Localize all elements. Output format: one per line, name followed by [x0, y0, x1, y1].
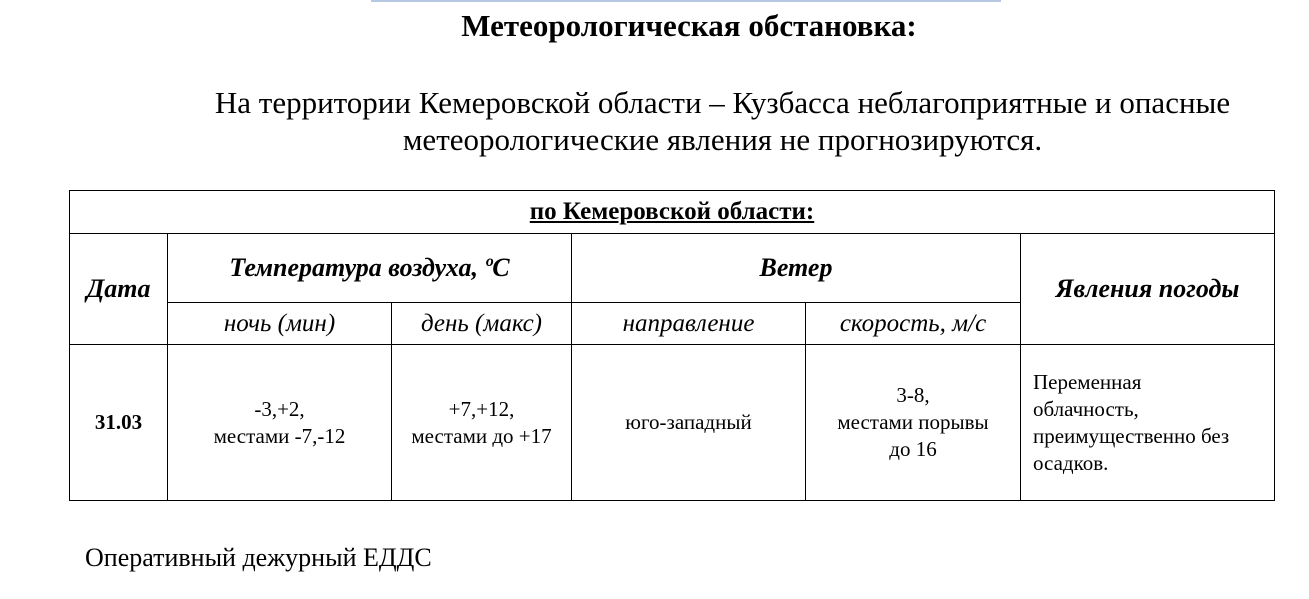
night-subheader: ночь (мин): [168, 303, 392, 345]
day-temp-line: +7,+12,: [448, 396, 515, 421]
date-cell: 31.03: [70, 345, 168, 501]
phenomena-line: Переменная: [1033, 369, 1142, 394]
top-divider: [371, 0, 1001, 2]
night-temp-cell: [168, 345, 392, 501]
wind-speed-cell: [806, 345, 1021, 501]
forecast-line: На территории Кемеровской области – Кузбасса неблагоприятные и опасные: [214, 85, 1231, 120]
phenomena-line: облачность,: [1033, 396, 1139, 421]
region-header: по Кемеровской области:: [70, 191, 1275, 234]
phenomena-line: осадков.: [1033, 450, 1109, 475]
speed-subheader: скорость, м/с: [806, 303, 1021, 345]
page-title: Метеорологическая обстановка:: [461, 8, 917, 43]
phenomena-line: преимущественно без: [1033, 423, 1230, 448]
day-temp-line: местами до +17: [411, 423, 552, 448]
night-temp-line: местами -7,-12: [213, 423, 346, 448]
date-header: Дата: [70, 234, 168, 345]
forecast-line: метеорологические явления не прогнозируются.: [402, 122, 1043, 157]
day-subheader: день (макс): [392, 303, 572, 345]
wind-direction-cell: юго-западный: [572, 345, 806, 501]
footer-signature: Оперативный дежурный ЕДДС: [85, 543, 432, 572]
phenomena-header: Явления погоды: [1021, 234, 1275, 345]
night-temp-line: -3,+2,: [254, 396, 305, 421]
wind-speed-line: 3-8,: [896, 383, 930, 407]
weather-table: [69, 190, 1275, 501]
wind-header: Ветер: [572, 234, 1021, 303]
forecast-statement: [150, 84, 1295, 158]
temperature-header: Температура воздуха, ºС: [168, 234, 572, 303]
day-temp-cell: [392, 345, 572, 501]
wind-speed-line: местами порывы: [837, 410, 989, 434]
phenomena-cell: [1021, 345, 1275, 501]
table-row: [70, 345, 1275, 501]
direction-subheader: направление: [572, 303, 806, 345]
wind-speed-line: до 16: [889, 437, 937, 461]
